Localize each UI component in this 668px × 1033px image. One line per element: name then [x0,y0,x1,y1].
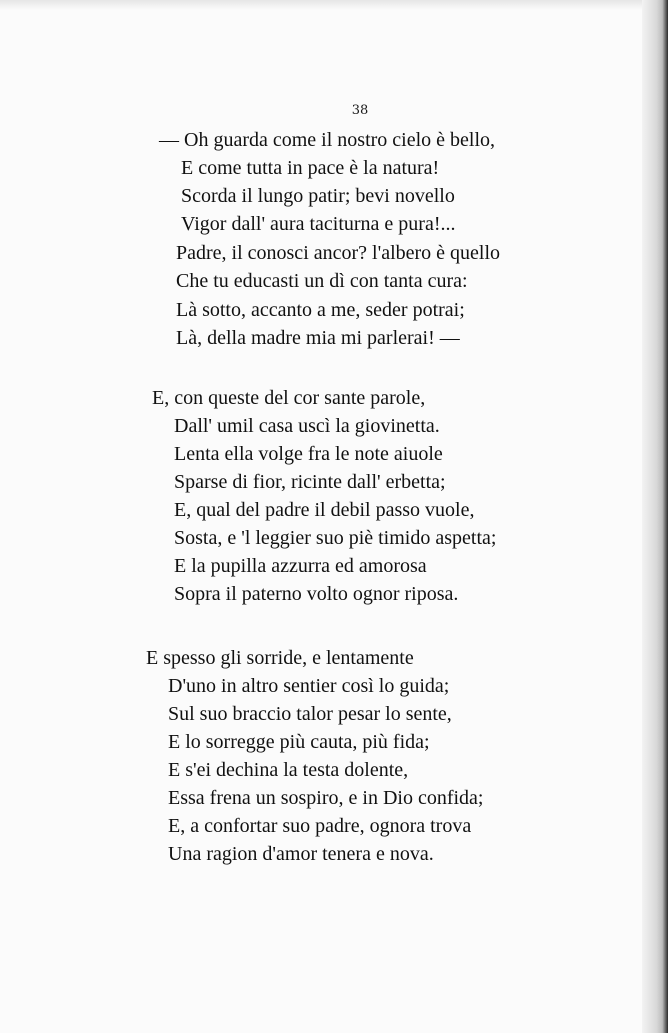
verse-line: Essa frena un sospiro, e in Dio confida; [168,787,484,809]
verse-line: Sosta, e 'l leggier suo piè timido aspetta; [174,527,497,549]
verse-line: Dall' umil casa uscì la giovinetta. [174,415,440,437]
verse-line: Vigor dall' aura taciturna e pura!... [181,213,456,235]
verse-line: Una ragion d'amor tenera e nova. [168,843,434,865]
verse-line: — Oh guarda come il nostro cielo è bello, [159,129,496,151]
verse-line: E la pupilla azzurra ed amorosa [174,555,427,577]
verse-line: Là sotto, accanto a me, seder potrai; [176,299,465,321]
verse-line: Lenta ella volge fra le note aiuole [174,443,443,465]
verse-line: Scorda il lungo patir; bevi novello [181,185,455,207]
verse-line: D'uno in altro sentier così lo guida; [168,675,450,697]
verse-line: Padre, il conosci ancor? l'albero è quello [176,242,501,264]
verse-line: E, a confortar suo padre, ognora trova [168,815,472,837]
page-top-shadow [0,0,668,10]
verse-line: Sopra il paterno volto ognor riposa. [174,583,459,605]
verse-line: E spesso gli sorride, e lentamente [146,647,414,669]
page-binding-edge [642,0,668,1033]
verse-line: Sparse di fior, ricinte dall' erbetta; [174,471,446,493]
verse-line: E come tutta in pace è la natura! [181,157,440,179]
verse-line: E s'ei dechina la testa dolente, [168,759,409,781]
verse-line: Sul suo braccio talor pesar lo sente, [168,703,452,725]
verse-line: E, con queste del cor sante parole, [152,387,426,409]
verse-line: Che tu educasti un dì con tanta cura: [176,270,468,292]
verse-line: Là, della madre mia mi parlerai! — [176,327,460,349]
page-number: 38 [351,103,369,118]
verse-line: E lo sorregge più cauta, più fida; [168,731,430,753]
verse-line: E, qual del padre il debil passo vuole, [174,499,475,521]
